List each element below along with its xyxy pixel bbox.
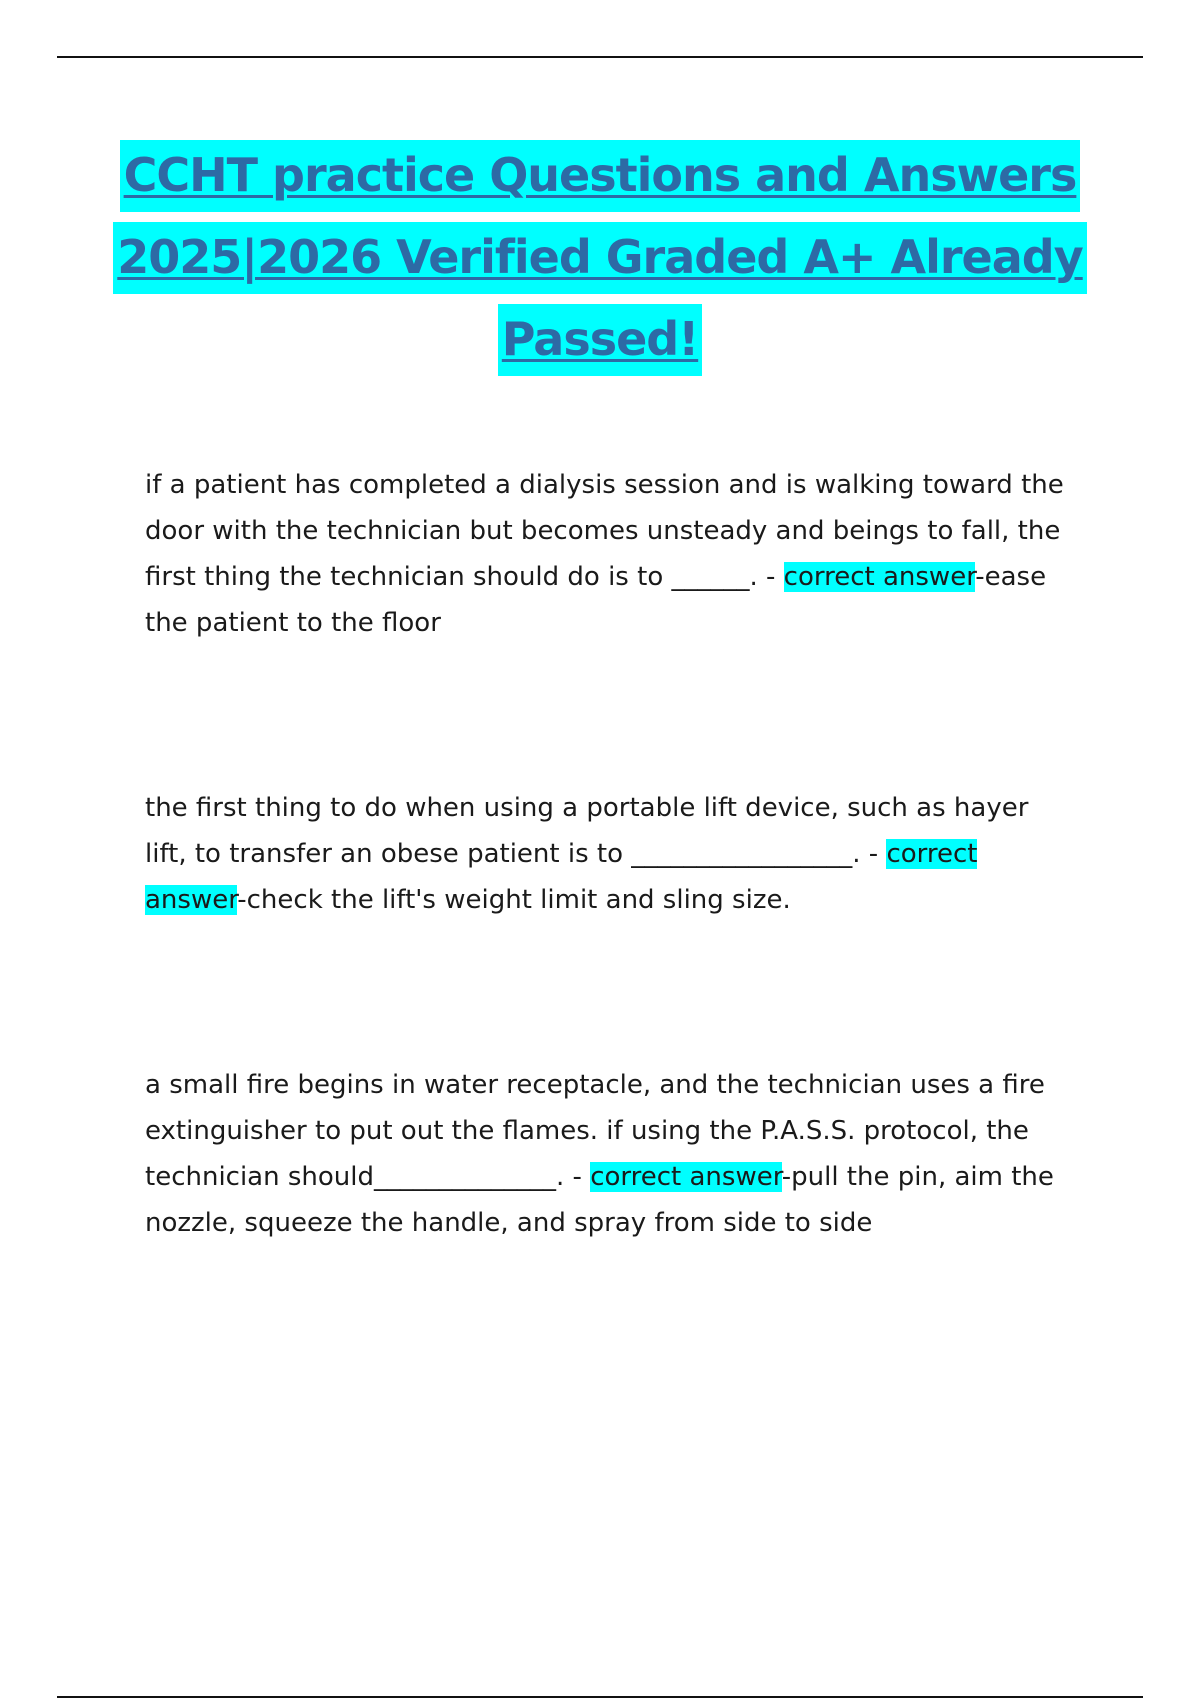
title-line-3: Passed! — [498, 304, 702, 376]
qa-item-2 — [145, 785, 1075, 923]
answer-text: -check the lift's weight limit and sling size. — [237, 885, 791, 915]
bottom-rule — [57, 1696, 1143, 1698]
question-text: a small fire begins in water receptacle, and the technician uses a fire extinguisher to put out the flames. if using the P.A.S.S. protocol, the technician should______________. - — [145, 1070, 1045, 1192]
question-text: if a patient has completed a dialysis session and is walking toward the door with the technician but becomes unsteady and beings to fall, the first thing the technician should do is to ______. - — [145, 470, 1064, 592]
correct-answer-marker: correct answer — [590, 1162, 782, 1192]
qa-item-1 — [145, 462, 1075, 646]
qa-item-3 — [145, 1062, 1075, 1246]
correct-answer-marker: correct answer — [145, 839, 978, 915]
answer-text: -pull the pin, aim the nozzle, squeeze the handle, and spray from side to side — [145, 1162, 1054, 1238]
answer-text: -ease the patient to the floor — [145, 562, 1047, 638]
document-title — [60, 140, 1140, 386]
correct-answer-marker: correct answer — [783, 562, 976, 592]
top-rule — [57, 56, 1143, 58]
title-line-1: CCHT practice Questions and Answers — [120, 140, 1081, 212]
question-text: the first thing to do when using a portable lift device, such as hayer lift, to transfer an obese patient is to _________________. - — [145, 793, 1029, 869]
title-line-2: 2025|2026 Verified Graded A+ Already — [113, 222, 1086, 294]
